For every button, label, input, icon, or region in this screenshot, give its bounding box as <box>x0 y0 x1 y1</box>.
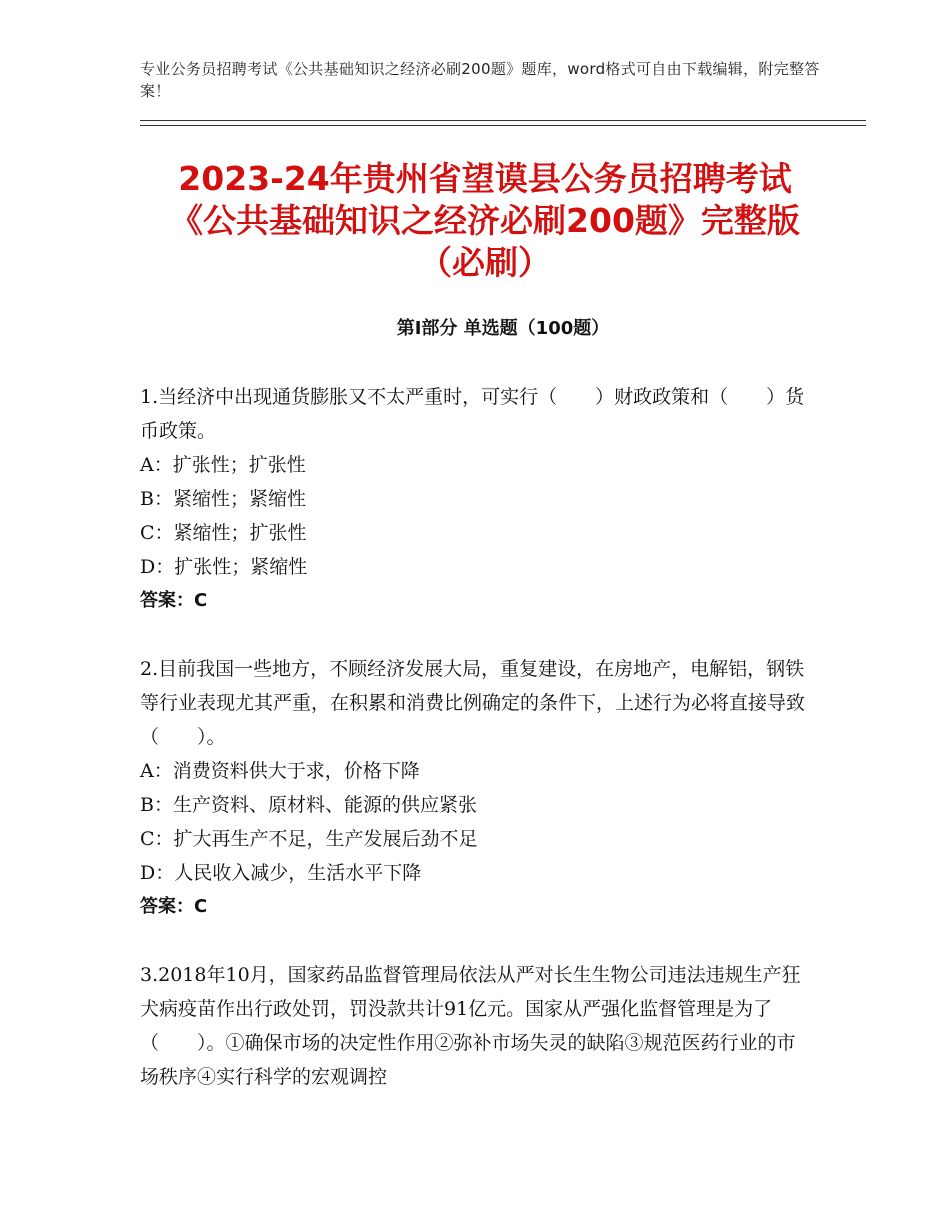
answer: 答案：C <box>140 590 208 611</box>
question-stem: 1.当经济中出现通货膨胀又不太严重时，可实行（ ）财政政策和（ ）货币政策。 <box>140 386 805 442</box>
option-a: A：消费资料供大于求，价格下降 <box>140 760 420 782</box>
document-title <box>120 158 850 284</box>
answer: 答案：C <box>140 896 208 917</box>
option-b: B：生产资料、原材料、能源的供应紧张 <box>140 794 477 816</box>
title-line-2: 《公共基础知识之经济必刷200题》完整版 <box>170 201 800 240</box>
option-c: C：扩大再生产不足，生产发展后劲不足 <box>140 828 478 850</box>
title-line-3: （必刷） <box>419 243 551 282</box>
option-c: C：紧缩性；扩张性 <box>140 522 307 544</box>
question-stem: 3.2018年10月，国家药品监督管理局依法从严对长生生物公司违法违规生产狂犬病疫苗作出行政处罚，罚没款共计91亿元。国家从严强化监督管理是为了（ ）。①确保市场的决定性作用②弥补市场失灵的缺陷③规范医药行业的市场秩序④实行科学的宏观调控 <box>140 964 801 1088</box>
title-line-1: 2023-24年贵州省望谟县公务员招聘考试 <box>178 159 792 198</box>
option-d: D：扩张性；紧缩性 <box>140 556 308 578</box>
question-stem: 2.目前我国一些地方，不顾经济发展大局，重复建设，在房地产，电解铝，钢铁等行业表现尤其严重，在积累和消费比例确定的条件下，上述行为必将直接导致（ ）。 <box>140 658 806 748</box>
option-b: B：紧缩性；紧缩性 <box>140 488 306 510</box>
section-heading: 第Ⅰ部分 单选题（100题） <box>396 318 610 339</box>
option-d: D：人民收入减少，生活水平下降 <box>140 862 422 884</box>
header-note: 专业公务员招聘考试《公共基础知识之经济必刷200题》题库，word格式可自由下载编辑，附完整答案！ <box>140 60 820 100</box>
header-divider <box>140 120 866 126</box>
question-1 <box>140 380 810 618</box>
option-a: A：扩张性；扩张性 <box>140 454 306 476</box>
question-3 <box>140 958 810 1094</box>
question-2 <box>140 652 810 924</box>
